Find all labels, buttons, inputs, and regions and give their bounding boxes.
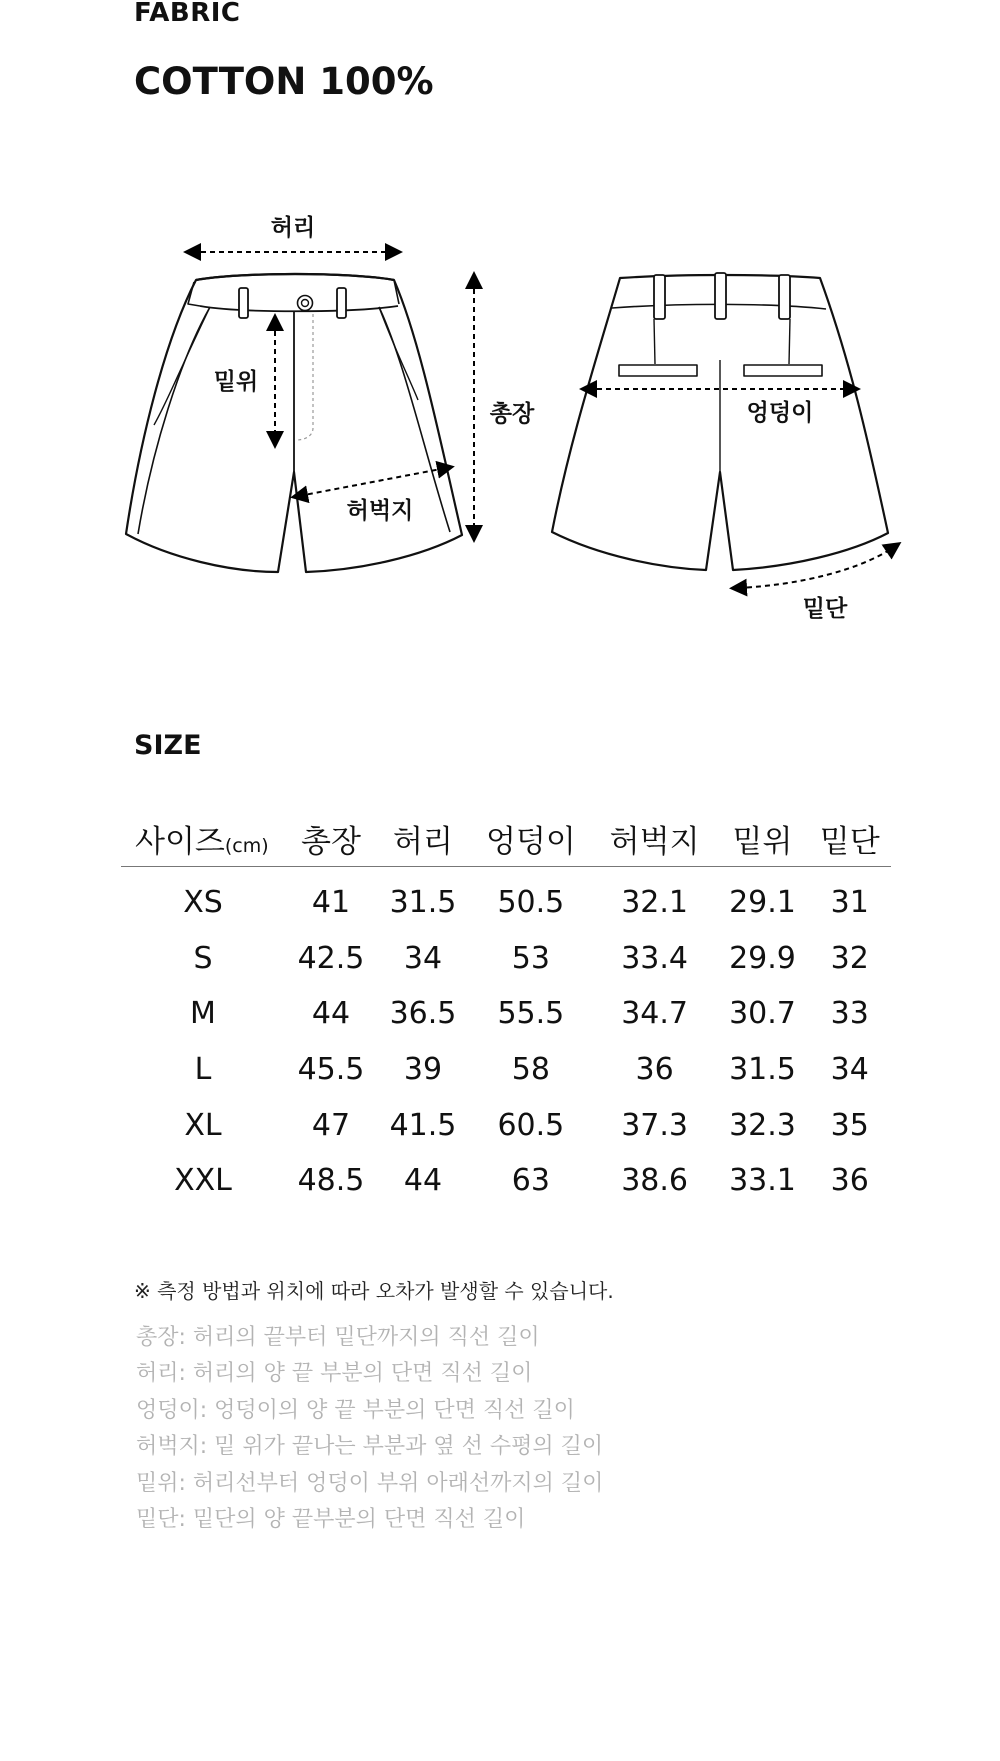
label-length: 총장 [489,401,535,427]
fabric-value: COTTON 100% [134,60,434,103]
label-waist: 허리 [270,215,316,241]
cell-value: 58 [511,1052,550,1088]
table-row [121,931,891,987]
cell-value: 53 [511,940,550,976]
cell-value: 29.1 [729,885,796,921]
cell-value: 36.5 [389,996,457,1032]
label-rise: 밑위 [213,369,259,395]
cell-value: 44 [403,1163,443,1199]
cell-value: 47 [311,1107,351,1143]
cell-value: 33.4 [621,940,688,976]
shorts-front-view [126,274,462,572]
cell-value: 55.5 [497,996,565,1032]
cell-value: 33 [830,996,869,1032]
cell-value: 31.5 [389,885,457,921]
cell-value: 41 [311,885,351,921]
cell-value: 38.6 [621,1163,688,1199]
cell-size: S [193,940,213,976]
cell-value: 37.3 [621,1107,688,1143]
cell-value: 42.5 [297,940,365,976]
label-hip: 엉덩이 [746,400,814,426]
cell-value: 32 [830,940,869,976]
size-table [121,810,891,1209]
cell-value: 31 [830,885,869,921]
cell-value: 44 [311,996,351,1032]
cell-value: 31.5 [729,1052,796,1088]
cell-value: 30.7 [729,996,796,1032]
definition-rise: 밑위: 허리선부터 엉덩이 부위 아래선까지의 길이 [136,1470,604,1496]
cell-value: 45.5 [297,1052,365,1088]
cell-value: 60.5 [497,1107,565,1143]
definition-hip: 엉덩이: 엉덩이의 양 끝 부분의 단면 직선 길이 [136,1397,575,1423]
size-heading: SIZE [134,730,202,761]
table-row [121,1153,891,1209]
cell-value: 41.5 [389,1107,457,1143]
cell-value: 63 [511,1163,550,1199]
cell-value: 36 [830,1163,869,1199]
size-table-header-row [121,810,891,867]
cell-size: XXL [174,1163,232,1199]
header-hip: 엉덩이 [469,810,593,867]
cell-value: 29.9 [729,940,796,976]
table-row [121,867,891,931]
table-row [121,1097,891,1153]
measurement-diagram [0,190,1000,650]
cell-value: 48.5 [297,1163,365,1199]
definition-thigh: 허벅지: 밑 위가 끝나는 부분과 옆 선 수평의 길이 [136,1434,604,1460]
table-row [121,1042,891,1098]
cell-value: 39 [403,1052,443,1088]
cell-size: L [194,1052,212,1088]
cell-size: XL [184,1107,222,1143]
header-thigh: 허벅지 [593,810,717,867]
fabric-heading: FABRIC [134,0,241,28]
cell-value: 36 [635,1052,674,1088]
cell-size: M [190,996,216,1032]
header-unit: (cm) [224,834,269,857]
cell-value: 34.7 [621,996,688,1032]
header-size-label: 사이즈 [135,823,225,860]
definition-waist: 허리: 허리의 양 끝 부분의 단면 직선 길이 [136,1361,533,1387]
cell-value: 33.1 [729,1163,796,1199]
table-row [121,986,891,1042]
cell-value: 32.1 [621,885,688,921]
header-rise: 밑위 [716,810,808,867]
cell-size: XS [183,885,223,921]
cell-value: 32.3 [729,1107,796,1143]
definition-length: 총장: 허리의 끝부터 밑단까지의 직선 길이 [136,1325,540,1350]
header-hem: 밑단 [808,810,891,867]
header-waist: 허리 [377,810,469,867]
cell-value: 50.5 [497,885,565,921]
label-hem: 밑단 [802,596,848,622]
header-length: 총장 [285,810,377,867]
cell-value: 34 [830,1052,869,1088]
header-size [121,810,285,867]
measurement-definitions [136,1320,603,1538]
measurement-notice: ※ 측정 방법과 위치에 따라 오차가 발생할 수 있습니다. [134,1279,614,1303]
shorts-back-view [552,273,888,570]
cell-value: 35 [830,1107,869,1143]
label-thigh: 허벅지 [346,498,414,524]
definition-hem: 밑단: 밑단의 양 끝부분의 단면 직선 길이 [136,1507,526,1533]
cell-value: 34 [403,940,443,976]
